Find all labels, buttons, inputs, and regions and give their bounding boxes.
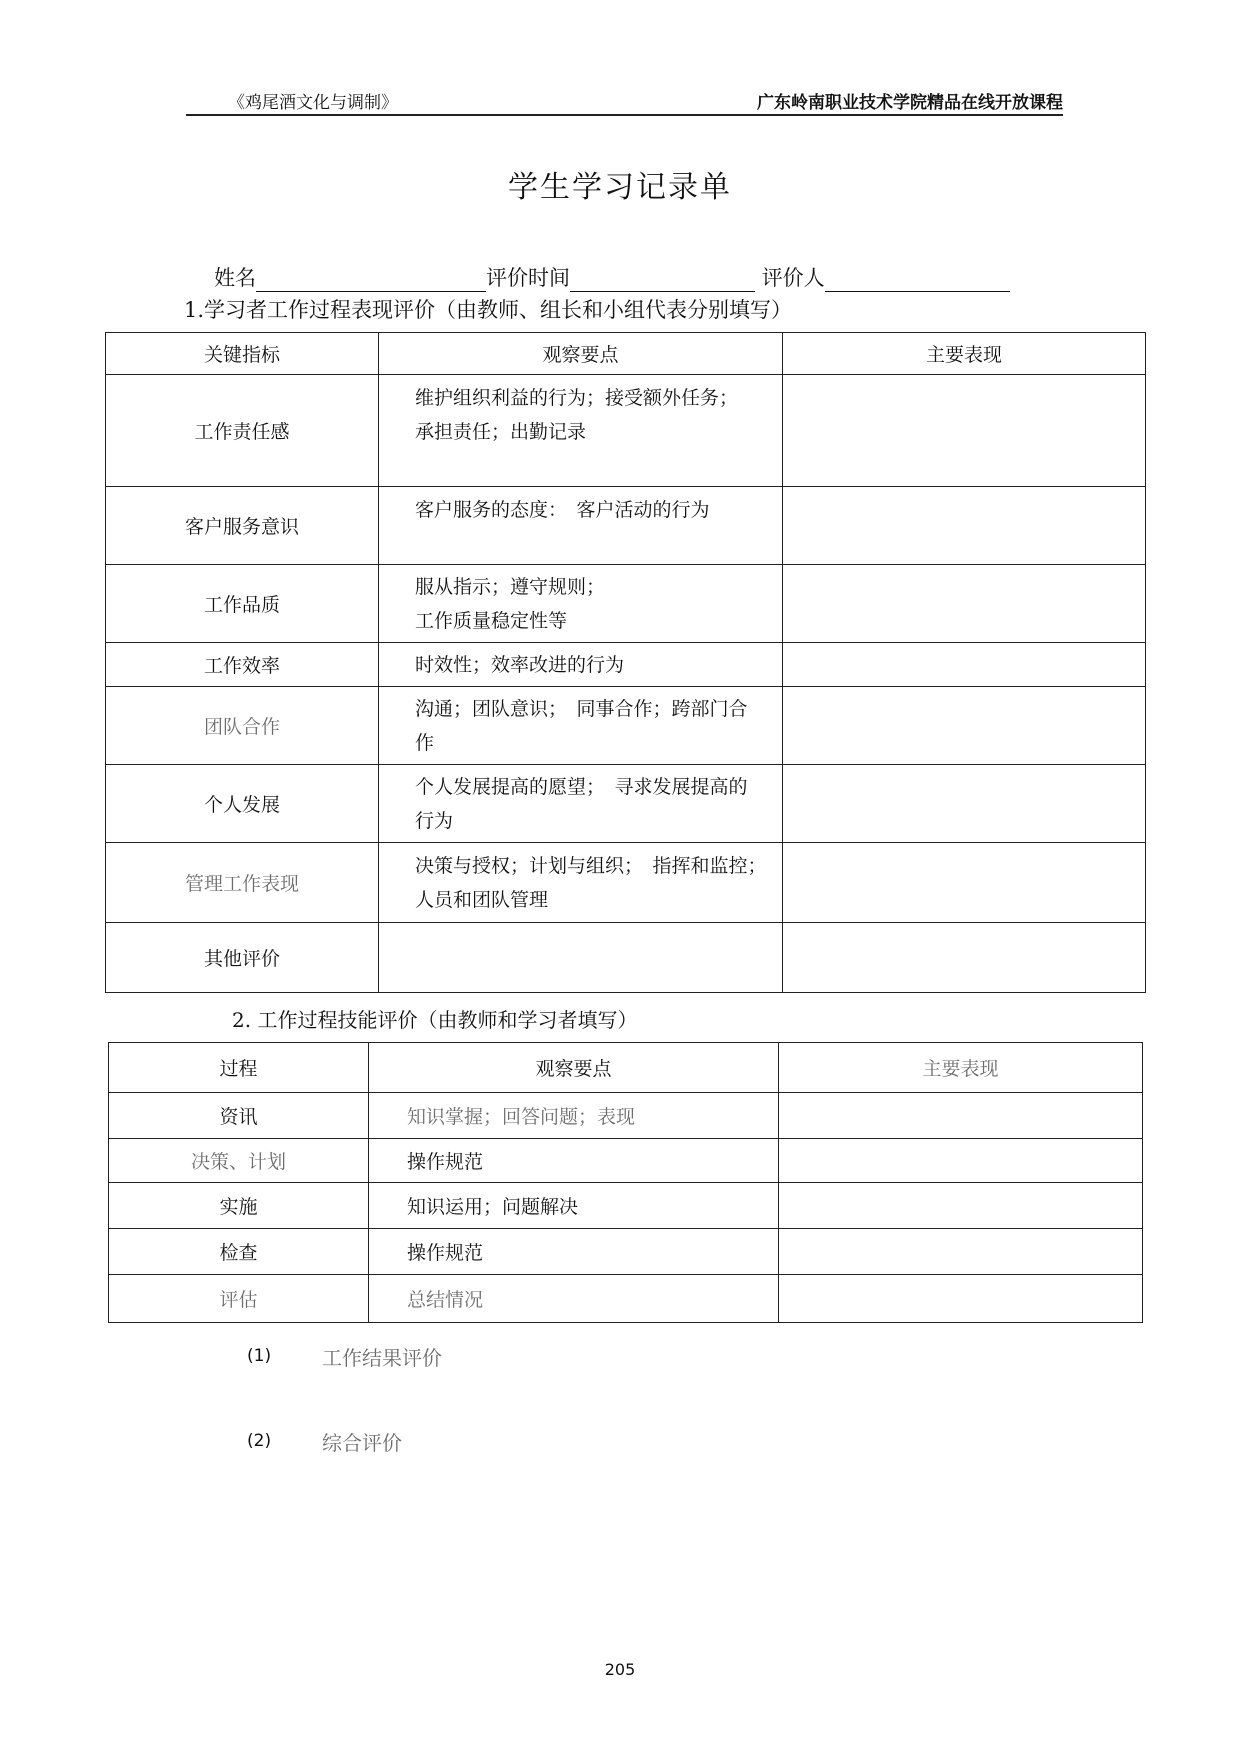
point-line: 承担责任；出勤记录: [415, 421, 587, 443]
process-skill-table: [108, 1042, 1143, 1323]
column-header: 观察要点: [369, 1043, 779, 1093]
point-line: 决策与授权；计划与组织； 指挥和监控；: [415, 854, 767, 877]
process-cell: 评估: [109, 1275, 369, 1323]
indicator-cell: 团队合作: [106, 687, 379, 765]
page-number: 205: [604, 1660, 636, 1679]
points-cell: 总结情况: [369, 1275, 779, 1323]
point-line: 工作质量稳定性等: [415, 609, 568, 632]
performance-cell[interactable]: [783, 643, 1146, 687]
performance-cell[interactable]: [783, 923, 1146, 993]
points-cell: [379, 375, 783, 487]
institution-title: 广东岭南职业技术学院精品在线开放课程: [757, 93, 1063, 113]
points-cell: [379, 843, 783, 923]
table-header-row: [109, 1043, 1143, 1093]
point-line: 维护组织利益的行为；接受额外任务；: [415, 387, 739, 409]
performance-cell[interactable]: [779, 1093, 1143, 1139]
points-cell: [379, 643, 783, 687]
indicator-cell: 其他评价: [106, 923, 379, 993]
item-label: 综合评价: [322, 1431, 402, 1455]
process-cell: 实施: [109, 1183, 369, 1229]
name-label: 姓名: [214, 266, 256, 290]
performance-cell[interactable]: [783, 487, 1146, 565]
process-cell: 检查: [109, 1229, 369, 1275]
indicator-cell: 工作责任感: [106, 375, 379, 487]
table-row: [109, 1093, 1143, 1139]
table-row: [109, 1229, 1143, 1275]
process-cell: 资讯: [109, 1093, 369, 1139]
table-row: [109, 1275, 1143, 1323]
points-cell: 操作规范: [369, 1139, 779, 1183]
eval-time-label: 评价时间: [486, 266, 570, 290]
course-title: 《鸡尾酒文化与调制》: [228, 93, 398, 113]
column-header: 关键指标: [106, 333, 379, 375]
performance-cell[interactable]: [779, 1275, 1143, 1323]
table-row: [106, 643, 1146, 687]
point-line: 时效性；效率改进的行为: [415, 653, 625, 676]
point-line: 作: [415, 731, 435, 754]
table-row: [106, 765, 1146, 843]
item-label: 工作结果评价: [322, 1346, 442, 1370]
info-fields: [214, 262, 1010, 292]
page-title: 学生学习记录单: [508, 170, 732, 205]
points-cell: [379, 765, 783, 843]
table-row: [106, 487, 1146, 565]
table-header-row: [106, 333, 1146, 375]
performance-cell[interactable]: [783, 843, 1146, 923]
item-number: (1): [247, 1346, 272, 1366]
points-cell: 操作规范: [369, 1229, 779, 1275]
point-line: 个人发展提高的愿望； 寻求发展提高的: [415, 775, 748, 798]
performance-cell[interactable]: [779, 1183, 1143, 1229]
performance-cell[interactable]: [779, 1139, 1143, 1183]
point-line: 客户服务的态度： 客户活动的行为: [415, 499, 710, 521]
evaluator-blank[interactable]: [825, 269, 1010, 292]
points-cell: [379, 687, 783, 765]
points-cell[interactable]: [379, 923, 783, 993]
table-row: [106, 687, 1146, 765]
table-row: [106, 923, 1146, 993]
performance-cell[interactable]: [783, 765, 1146, 843]
indicator-cell: 工作品质: [106, 565, 379, 643]
indicator-cell: 管理工作表现: [106, 843, 379, 923]
performance-cell[interactable]: [783, 375, 1146, 487]
point-line: 行为: [415, 809, 454, 832]
points-cell: 知识掌握；回答问题；表现: [369, 1093, 779, 1139]
point-line: 沟通；团队意识； 同事合作；跨部门合: [415, 697, 748, 720]
evaluator-label: 评价人: [761, 266, 825, 290]
table-row: [109, 1139, 1143, 1183]
indicator-cell: 工作效率: [106, 643, 379, 687]
points-cell: [379, 487, 783, 565]
header-divider: [186, 114, 1063, 116]
performance-cell[interactable]: [783, 565, 1146, 643]
indicator-cell: 客户服务意识: [106, 487, 379, 565]
column-header: 主要表现: [779, 1043, 1143, 1093]
item-number: (2): [247, 1431, 272, 1451]
table-row: [109, 1183, 1143, 1229]
table-row: [106, 565, 1146, 643]
points-cell: 知识运用；问题解决: [369, 1183, 779, 1229]
process-performance-table: [105, 332, 1146, 993]
table-row: [106, 843, 1146, 923]
name-blank[interactable]: [256, 269, 486, 292]
indicator-cell: 个人发展: [106, 765, 379, 843]
performance-cell[interactable]: [779, 1229, 1143, 1275]
section1-heading: 1.学习者工作过程表现评价（由教师、组长和小组代表分别填写）: [184, 298, 793, 322]
eval-time-blank[interactable]: [570, 269, 755, 292]
section2-heading: 2. 工作过程技能评价（由教师和学习者填写）: [232, 1008, 638, 1032]
column-header: 观察要点: [379, 333, 783, 375]
point-line: 服从指示；遵守规则；: [415, 575, 606, 598]
process-cell: 决策、计划: [109, 1139, 369, 1183]
column-header: 主要表现: [783, 333, 1146, 375]
column-header: 过程: [109, 1043, 369, 1093]
points-cell: [379, 565, 783, 643]
performance-cell[interactable]: [783, 687, 1146, 765]
point-line: 人员和团队管理: [415, 888, 549, 911]
table-row: [106, 375, 1146, 487]
